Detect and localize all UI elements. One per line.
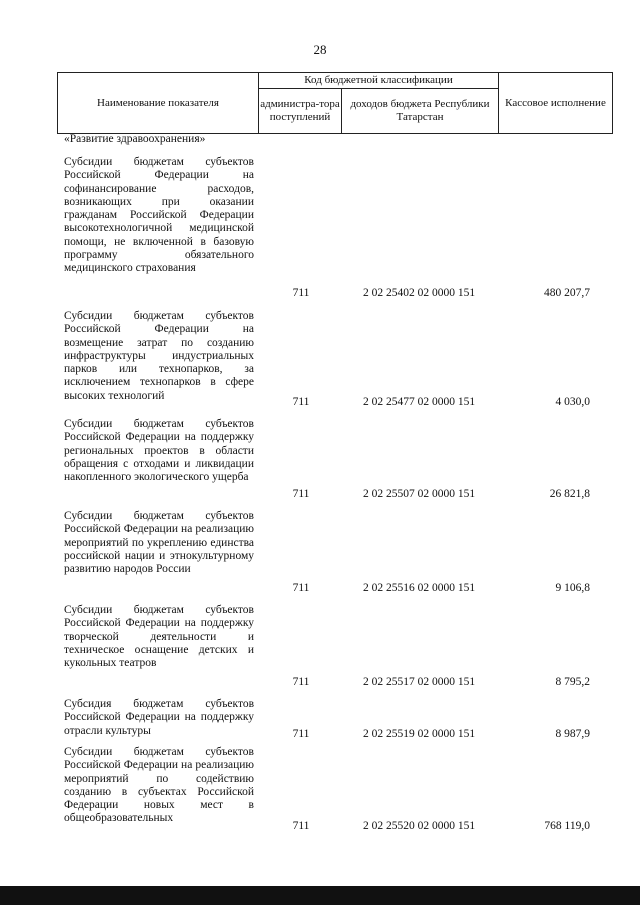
row-admin-code: 711 [292, 396, 310, 408]
header-admin-column: администра-тора поступлений [258, 88, 342, 134]
table-row [0, 604, 640, 688]
row-amount: 4 030,0 [555, 396, 590, 408]
row-amount: 480 207,7 [544, 287, 590, 299]
row-description: Субсидии бюджетам субъектов Российской Федерации на поддержку творческой деятельности и техническое оснащение детских и кукольных театров [64, 604, 254, 670]
row-amount: 26 821,8 [549, 488, 590, 500]
row-amount: 8 795,2 [555, 676, 590, 688]
header-code-group: Код бюджетной классификации [258, 72, 499, 89]
row-income-code: 2 02 25507 02 0000 151 [362, 488, 476, 500]
row-amount: 8 987,9 [555, 728, 590, 740]
row-description: Субсидии бюджетам субъектов Российской Федерации на возмещение затрат по созданию инфраструктуры индустриальных парков или технопарков, за исключением технопарков в сфере высоких технологий [64, 310, 254, 402]
header-income-column: доходов бюджета Республики Татарстан [341, 88, 499, 134]
row-income-code: 2 02 25516 02 0000 151 [362, 582, 476, 594]
table-row [0, 156, 640, 299]
header-cash-column: Кассовое исполнение [498, 72, 613, 134]
table-row [0, 510, 640, 594]
table-row [0, 418, 640, 500]
row-amount: 9 106,8 [555, 582, 590, 594]
row-description: Субсидии бюджетам субъектов Российской Федерации на реализацию мероприятий по укреплению единства российской нации и этнокультурному развитию народов России [64, 510, 254, 576]
page-number: 28 [313, 42, 327, 57]
row-income-code: 2 02 25520 02 0000 151 [362, 820, 476, 832]
row-admin-code: 711 [292, 820, 310, 832]
row-description: Субсидия бюджетам субъектов Российской Федерации на поддержку отрасли культуры [64, 698, 254, 737]
scan-edge-bar [0, 886, 640, 905]
table-header [57, 72, 613, 134]
table-row [0, 746, 640, 832]
row-admin-code: 711 [292, 287, 310, 299]
row-amount: 768 119,0 [544, 820, 590, 832]
header-name-column: Наименование показателя [57, 72, 259, 134]
section-label: «Развитие здравоохранения» [64, 133, 206, 145]
row-income-code: 2 02 25477 02 0000 151 [362, 396, 476, 408]
row-income-code: 2 02 25402 02 0000 151 [362, 287, 476, 299]
row-description: Субсидии бюджетам субъектов Российской Федерации на софинансирование расходов, возникающих при оказании гражданам Российской Федерации высокотехнологичной медицинской помощи, не включенной в базовую программу обязательного медицинского страхования [64, 156, 254, 275]
row-description: Субсидии бюджетам субъектов Российской Федерации на поддержку региональных проектов в области обращения с отходами и ликвидации накопленного экологического ущерба [64, 418, 254, 484]
table-row [0, 698, 640, 740]
row-description: Субсидии бюджетам субъектов Российской Федерации на реализацию мероприятий по содействию созданию в субъектах Российской Федерации новых мест в общеобразовательных [64, 746, 254, 825]
row-admin-code: 711 [292, 676, 310, 688]
row-admin-code: 711 [292, 728, 310, 740]
row-admin-code: 711 [292, 488, 310, 500]
row-income-code: 2 02 25519 02 0000 151 [362, 728, 476, 740]
row-admin-code: 711 [292, 582, 310, 594]
table-row [0, 310, 640, 408]
row-income-code: 2 02 25517 02 0000 151 [362, 676, 476, 688]
